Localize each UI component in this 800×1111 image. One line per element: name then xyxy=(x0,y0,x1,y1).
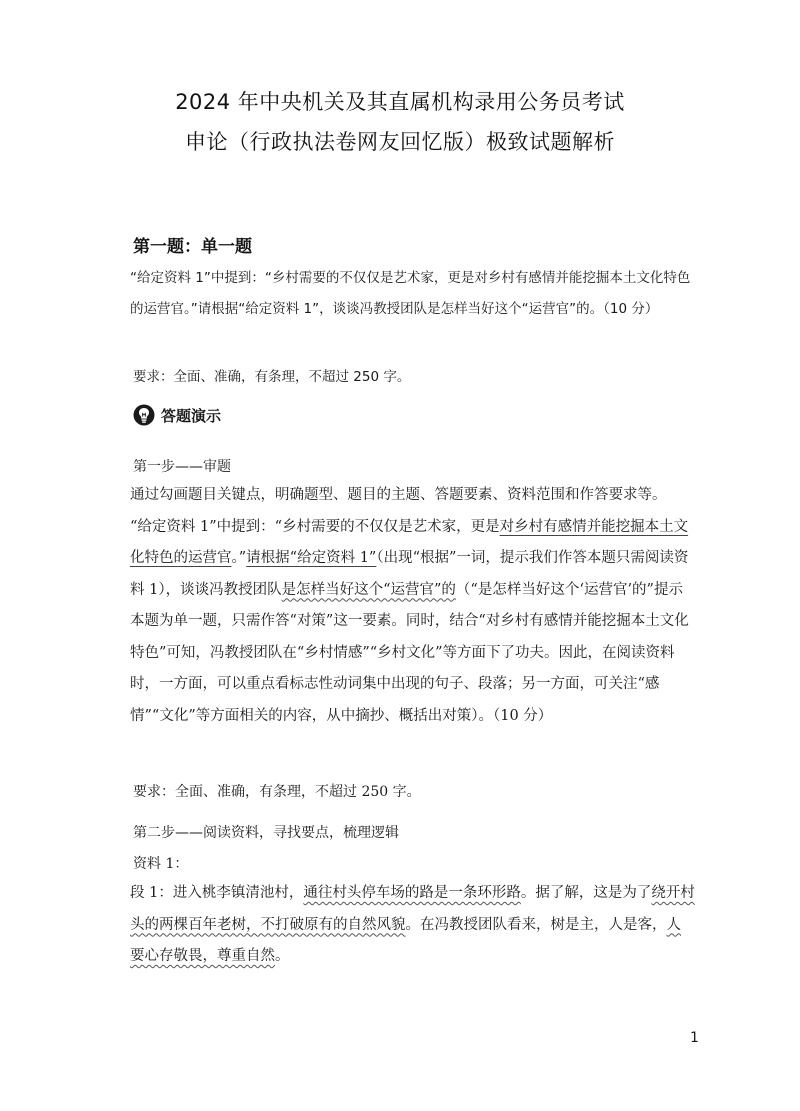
step1-question-type: 是怎样当好这个“运营官”的 xyxy=(281,581,456,598)
step2-title: 第二步——阅读资料，寻找要点，梳理逻辑 xyxy=(133,825,399,841)
para1-highlight3: 人要心存敬畏，尊重自然 xyxy=(130,916,681,964)
step1-underlined-keyword: 对乡村有感情并能挖掘本土文化特色的运营官 xyxy=(130,518,689,566)
section-heading: 第一题：单一题 xyxy=(133,237,252,257)
question-text xyxy=(130,263,695,325)
step1-hint: （出现“根据”一词，提示我们作答本题只需阅读资料 1），谈谈冯教授团队 xyxy=(130,550,689,598)
page-number: 1 xyxy=(690,1030,699,1046)
answer-demo-heading xyxy=(133,404,221,426)
question-paragraph: “给定资料 1”中提到：“乡村需要的不仅仅是艺术家，更是对乡村有感情并能挖掘本土文化特色的运营官。”请根据“给定资料 1”，谈谈冯教授团队是怎样当好这个“运营官”的。（10 分） xyxy=(130,270,691,317)
para1-mid2: 。在冯教授团队看来，树是主，人是客， xyxy=(405,916,667,933)
step1-sentence1: 通过勾画题目关键点，明确题型、题目的主题、答题要素、资料范围和作答要求等。 xyxy=(130,487,667,503)
para1-lead: 段 1：进入桃李镇清池村， xyxy=(130,885,304,901)
para1-end: 。 xyxy=(275,948,290,964)
para1-highlight1: 通往村头停车场的路是一条环形路 xyxy=(303,885,521,901)
answer-demo-label: 答题演示 xyxy=(161,406,222,425)
step1-title: 第一步——审题 xyxy=(133,459,231,475)
doc-title-line1: 2024 年中央机关及其直属机构录用公务员考试 xyxy=(175,90,625,114)
material-paragraph xyxy=(130,878,695,973)
question-requirement: 要求：全面、准确，有条理，不超过 250 字。 xyxy=(133,369,411,385)
doc-title-line2: 申论（行政执法卷网友回忆版）极致试题解析 xyxy=(185,130,615,154)
step1-requirement: 要求：全面、准确，有条理，不超过 250 字。 xyxy=(133,784,421,800)
para1-mid: 。据了解，这是为了 xyxy=(520,885,652,901)
step1-analysis: （“是怎样当好这个‘运营官’的”提示本题为单一题，只需作答“对策”这一要素。同时，结合“对乡村有感情并能挖掘本土文化特色”可知，冯教授团队在“乡村情感”“乡村文化”等方面下了功夫。因此，在阅读资料时，一方面，可以重点看标志性动词集中出现的句子、段落；另一方面，可关注“感情”“文化”等方面相关的内容，从中摘抄、概括出对策）。（10 分） xyxy=(130,581,689,724)
lightbulb-icon xyxy=(133,404,155,426)
material-label: 资料 1： xyxy=(133,856,189,872)
step1-quote-lead: “给定资料 1”中提到：“乡村需要的不仅仅是艺术家，更是 xyxy=(130,518,500,535)
step1-material-range: 请根据“给定资料 1” xyxy=(246,550,377,566)
step1-quote-close: 。” xyxy=(231,550,247,566)
step1-body xyxy=(130,480,695,732)
para1-highlight2: 绕开村头的两棵百年老树，不打破原有的自然风貌 xyxy=(130,885,695,933)
